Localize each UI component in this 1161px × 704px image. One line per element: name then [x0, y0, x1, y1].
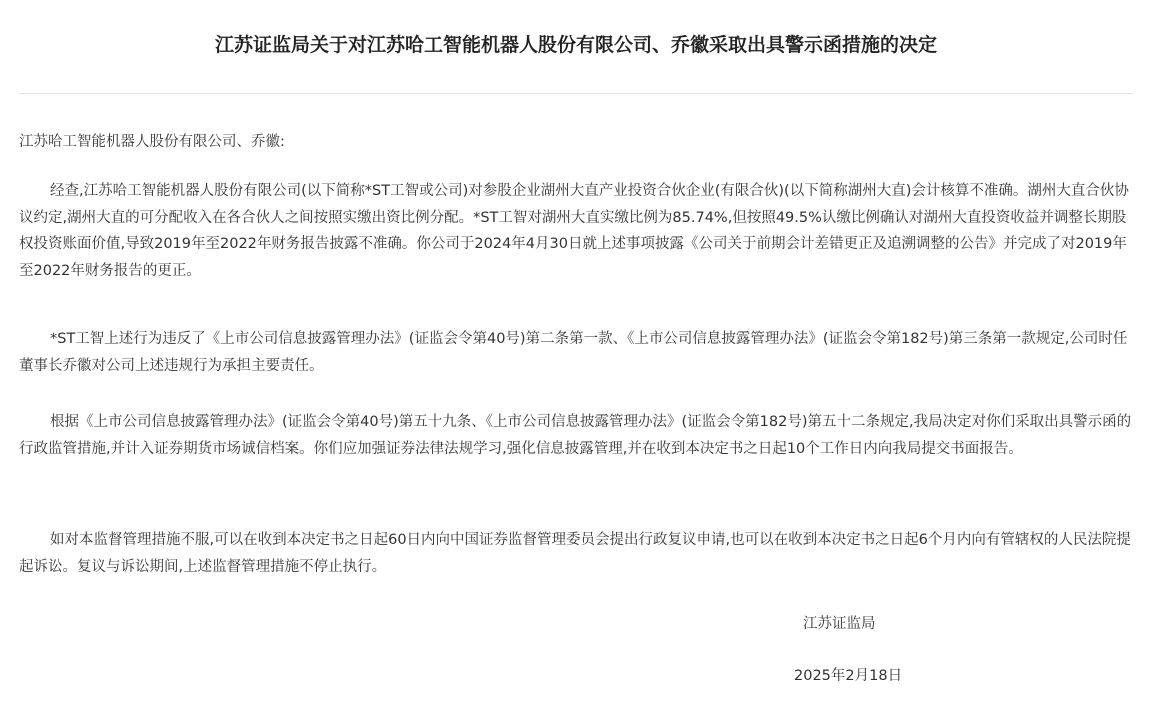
paragraph-violation: *ST工智上述行为违反了《上市公司信息披露管理办法》(证监会令第40号)第二条第一款、《上市公司信息披露管理办法》(证监会令第182号)第三条第一款规定,公司时任董事长乔徽对公司上述违规行为承担主要责任。	[19, 331, 1128, 374]
paragraph-findings: 经查,江苏哈工智能机器人股份有限公司(以下简称*ST工智或公司)对参股企业湖州大直产业投资合伙企业(有限合伙)(以下简称湖州大直)会计核算不准确。湖州大直合伙协议约定,湖州大直的可分配收入在各合伙人之间按照实缴出资比例分配。*ST工智对湖州大直实缴比例为85.74%,但按照49.5%认缴比例确认对湖州大直投资收益并调整长期股权投资账面价值,导致2019年至2022年财务报告披露不准确。你公司于2024年4月30日就上述事项披露《公司关于前期会计差错更正及追溯调整的公告》并完成了对2019年至2022年财务报告的更正。	[19, 183, 1129, 279]
paragraph-decision: 根据《上市公司信息披露管理办法》(证监会令第40号)第五十九条、《上市公司信息披露管理办法》(证监会令第182号)第五十二条规定,我局决定对你们采取出具警示函的行政监管措施,并计入证券期货市场诚信档案。你们应加强证券法律法规学习,强化信息披露管理,并在收到本决定书之日起10个工作日内向我局提交书面报告。	[19, 414, 1132, 457]
paragraph-appeal-rights: 如对本监督管理措施不服,可以在收到本决定书之日起60日内向中国证券监督管理委员会提出行政复议申请,也可以在收到本决定书之日起6个月内向有管辖权的人民法院提起诉讼。复议与诉讼期间,上述监督管理措施不停止执行。	[19, 532, 1131, 575]
salutation: 江苏哈工智能机器人股份有限公司、乔徽:	[19, 134, 285, 150]
title-divider	[19, 93, 1133, 94]
signature-organization: 江苏证监局	[803, 616, 876, 632]
document-title: 江苏证监局关于对江苏哈工智能机器人股份有限公司、乔徽采取出具警示函措施的决定	[214, 34, 937, 56]
signature-date: 2025年2月18日	[794, 668, 903, 684]
